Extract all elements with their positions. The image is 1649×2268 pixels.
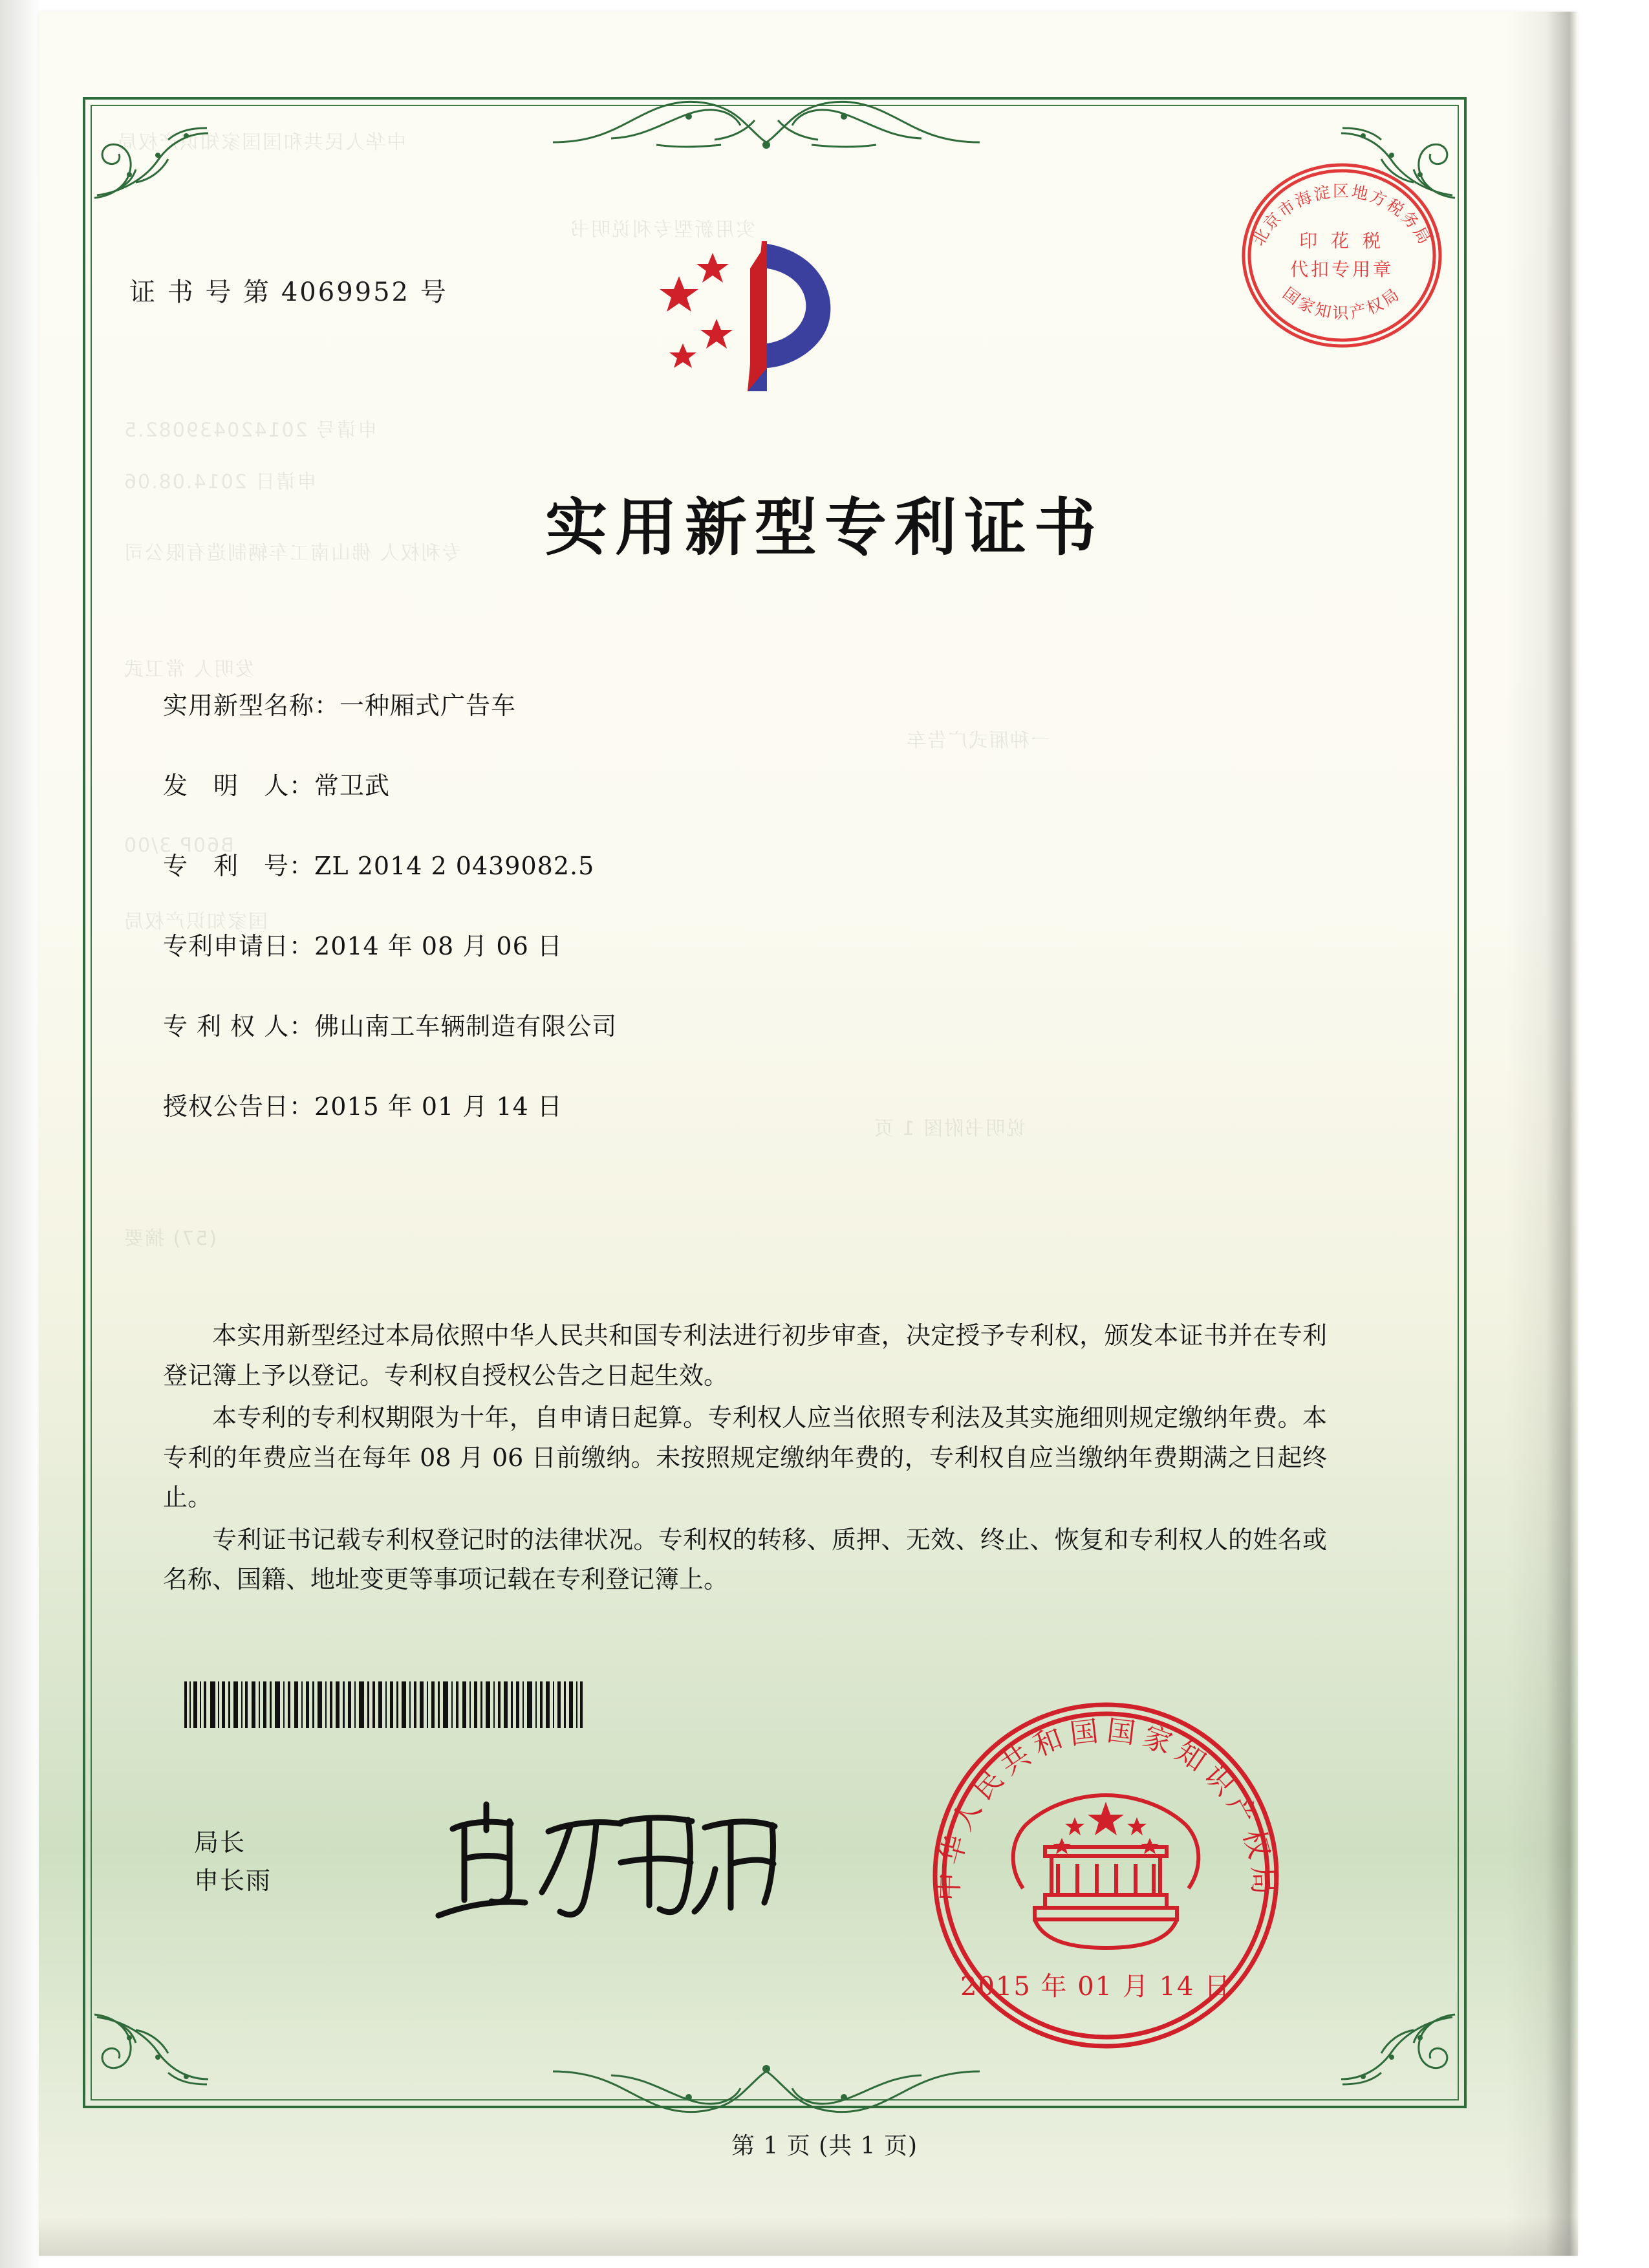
field-application-date: [163, 926, 1327, 962]
page-title: 实用新型专利证书: [545, 491, 1104, 564]
field-utility-model-name: [163, 686, 1327, 721]
director-title: 局长: [194, 1828, 246, 1857]
field-value: 佛山南工车辆制造有限公司: [314, 1012, 618, 1041]
page-bottom-shadow: [39, 2217, 1578, 2256]
field-label: 专利申请日：: [163, 932, 315, 960]
field-value: 一种厢式广告车: [339, 691, 517, 720]
field-list: [163, 686, 1327, 1167]
field-label: 授权公告日：: [163, 1092, 315, 1121]
page-edge-shadow: [1507, 12, 1578, 2256]
scan-left-shadow: [0, 0, 41, 2268]
page-footer: 第 1 页 (共 1 页): [731, 2133, 918, 2159]
tax-stamp-seal: [1235, 149, 1449, 362]
corner-ornament-icon: [91, 2011, 213, 2108]
svg-text:印 花 税: 印 花 税: [1299, 230, 1385, 252]
paragraph-1: 本实用新型经过本局依照中华人民共和国专利法进行初步审查，决定授予专利权，颁发本证书并在专利登记簿上予以登记。专利权自授权公告之日起生效。: [163, 1321, 1327, 1390]
paragraph-2: 本专利的专利权期限为十年，自申请日起算。专利权人应当依照专利法及其实施细则规定缴纳年费。本专利的年费应当在每年 08 月 06 日前缴纳。未按照规定缴纳年费的，专利权自应当缴纳年费期满之日起终止。: [163, 1403, 1327, 1512]
seal-date: 2015 年 01 月 14 日: [960, 1972, 1232, 2002]
sipo-logo-icon: [653, 230, 847, 404]
field-value: 常卫武: [314, 772, 391, 800]
field-label: 实用新型名称：: [163, 691, 340, 720]
certificate-number: 证 书 号 第 4069952 号: [129, 277, 448, 307]
field-patentee: [163, 1006, 1327, 1042]
field-label: 专 利 号：: [163, 852, 315, 880]
paragraph-3: 专利证书记载专利权登记时的法律状况。专利权的转移、质押、无效、终止、恢复和专利权人的姓名或名称、国籍、地址变更等事项记载在专利登记簿上。: [163, 1525, 1327, 1594]
svg-text:北京市海淀区地方税务局: 北京市海淀区地方税务局: [1249, 182, 1435, 249]
legal-body-text: [163, 1316, 1327, 1603]
field-value: 2015 年 01 月 14 日: [314, 1092, 563, 1121]
field-value: 2014 年 08 月 06 日: [314, 932, 563, 960]
bottom-flourish-ornament-icon: [527, 2053, 1006, 2131]
svg-text:代扣专用章: 代扣专用章: [1289, 259, 1394, 280]
corner-ornament-icon: [91, 105, 213, 202]
field-value: ZL 2014 2 0439082.5: [314, 852, 595, 880]
svg-text:中华人民共和国国家知识产权局: 中华人民共和国国家知识产权局: [932, 1714, 1280, 1902]
field-inventor: [163, 766, 1327, 801]
top-flourish-ornament-icon: [527, 83, 1006, 160]
director-name: 申长雨: [194, 1866, 272, 1895]
field-patent-number: [163, 846, 1327, 881]
corner-ornament-icon: [1336, 2011, 1459, 2108]
field-label: 发 明 人：: [163, 772, 315, 800]
svg-text:国家知识产权局: 国家知识产权局: [1279, 283, 1405, 323]
field-grant-announcement-date: [163, 1086, 1327, 1122]
barcode: [184, 1681, 585, 1728]
director-label-block: [194, 1824, 272, 1900]
director-handwritten-signature: [427, 1791, 789, 1934]
field-label: 专 利 权 人：: [163, 1012, 315, 1041]
